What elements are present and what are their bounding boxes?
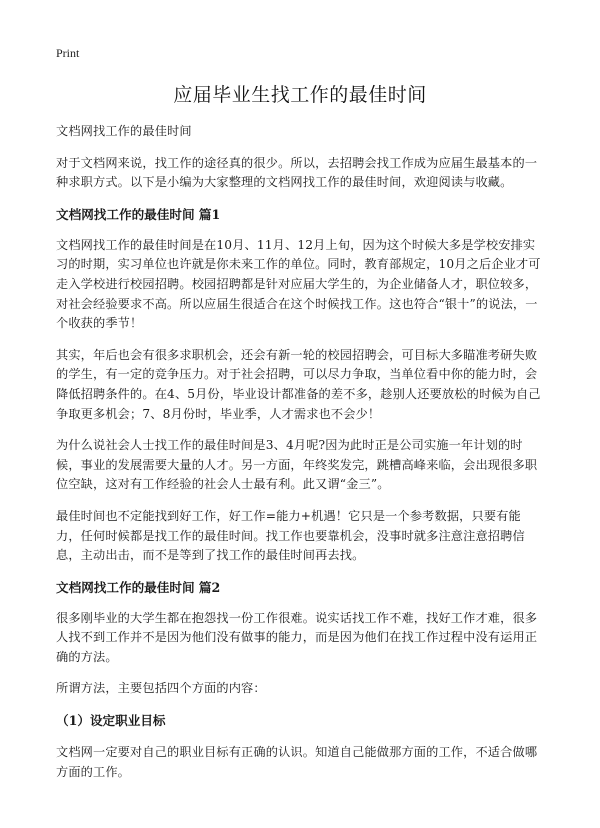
section2-paragraph-1: 很多刚毕业的大学生都在抱怨找一份工作很难。说实话找工作不难，找好工作才难，很多人找不到工作并不是因为他们没有做事的能力，而是因为他们在找工作过程中没有运用正确的方法。 (56, 610, 538, 664)
section2-heading: 文档网找工作的最佳时间 篇2 (56, 579, 221, 595)
page-title: 应届毕业生找工作的最佳时间 (173, 84, 427, 106)
section1-paragraph-2: 其实，年后也会有很多求职机会，还会有新一轮的校园招聘会，可目标大多瞄准考研失败的学生，有一定的竞争压力。对于社会招聘，可以尽力争取，当单位看中你的能力时，会降低招聘条件的。在4、5月份，毕业设计都准备的差不多，趁别人还要放松的时候为自己争取更多机会；7、8月份时，毕业季，人才需求也不会少！ (56, 347, 541, 421)
print-label[interactable]: Print (56, 46, 80, 60)
section2-paragraph-2: 所谓方法，主要包括四个方面的内容： (56, 681, 266, 696)
section1-paragraph-1: 文档网找工作的最佳时间是在10月、11月、12月上旬，因为这个时候大多是学校安排实习的时期，实习单位也许就是你未来工作的单位。同时，教育部规定，10月之后企业才可走入学校进行校园招聘。校园招聘都是针对应届大学生的，为企业储备人才，职位较多，对社会经验要求不高。所以应届生很适合在这个时候找工作。这也符合“银十”的说法，一个收获的季节！ (56, 237, 541, 331)
document-body (56, 122, 544, 794)
subtitle: 文档网找工作的最佳时间 (56, 124, 192, 138)
section2-paragraph-3: 文档网一定要对自己的职业目标有正确的认识。知道自己能做那方面的工作，不适合做哪方面的工作。 (56, 745, 538, 779)
section1-heading: 文档网找工作的最佳时间 篇1 (56, 206, 221, 222)
section1-paragraph-4: 最佳时间也不定能找到好工作，好工作=能力+机遇！它只是一个参考数据，只要有能力，任何时候都是找工作的最佳时间。找工作也要靠机会，没事时就多注意注意招聘信息，主动出击，而不是等到了找工作的最佳时间再去找。 (56, 508, 525, 563)
intro-paragraph: 对于文档网来说，找工作的途径真的很少。所以，去招聘会找工作成为应届生最基本的一种求职方式。以下是小编为大家整理的文档网找工作的最佳时间，欢迎阅读与收藏。 (56, 155, 538, 190)
section1-paragraph-3: 为什么说社会人士找工作的最佳时间是3、4月呢?因为此时正是公司实施一年计划的时候，事业的发展需要大量的人才。另一方面，年终奖发完，跳槽高峰来临，会出现很多职位空缺，这对有工作经验的社会人士最有利。此又谓“金三”。 (56, 438, 538, 492)
section2-sub-heading: （1）设定职业目标 (56, 713, 166, 729)
